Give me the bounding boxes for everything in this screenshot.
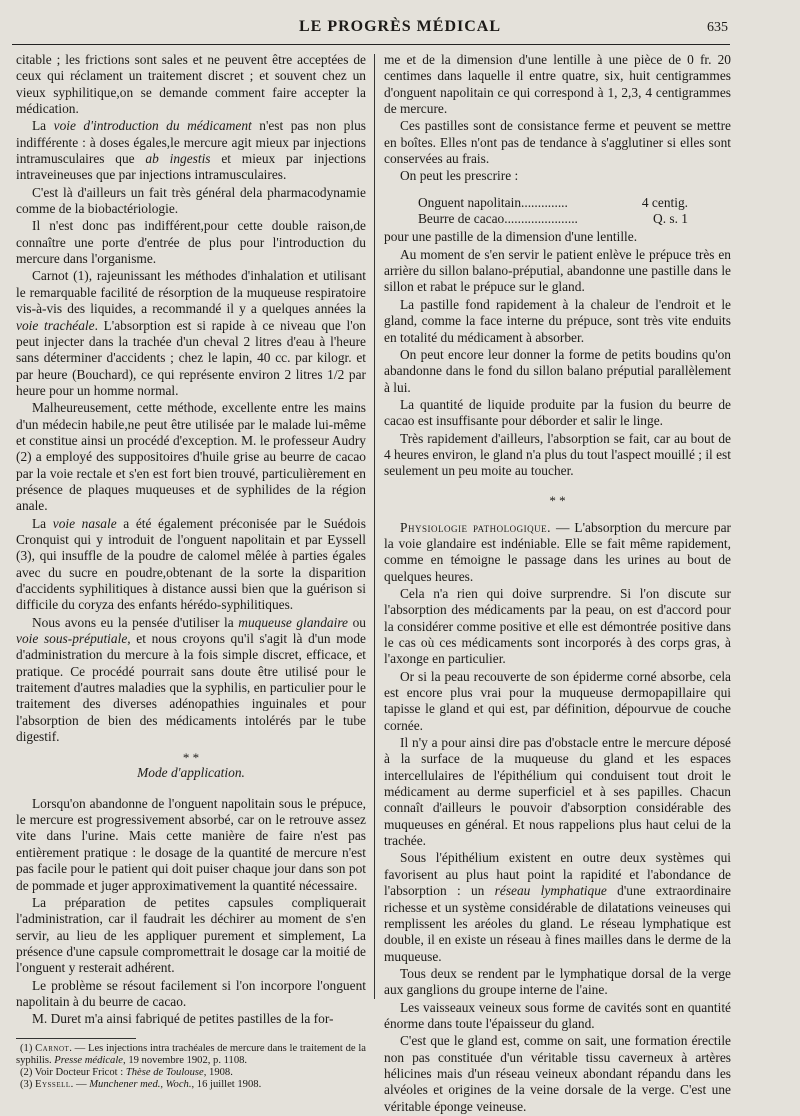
paragraph: Ces pastilles sont de consistance ferme et peuvent se mettre en boîtes. Elles n'ont pas de tendance à s'agglutiner si elles sont conservées au frais. (384, 118, 731, 167)
footnote: (1) Carnot. — Les injections intra trachéales de mercure dans le traitement de la syphilis. Presse médicale, 19 novembre 1902, p. 1108. (16, 1042, 366, 1066)
paragraph: On peut les prescrire : (400, 168, 519, 184)
section-heading: Physiologie pathologique. (400, 519, 551, 535)
paragraph: Physiologie pathologique. — L'absorption du mercure par la voie glandaire est indéniable. Elle se fait même rapidement, comme en témoigne le passage dans les urines au bout de quelques heures. (384, 519, 731, 584)
paragraph: La préparation de petites capsules compliquerait l'administration, car il faudrait les déchirer au moment de s'en servir, au lieu de les appliquer purement et simplement, La présence d'une capsule compromettrait le dosage car la moitié de l'onguent y resterait adhérent. (16, 894, 366, 976)
paragraph: On peut encore leur donner la forme de petits boudins qu'on abandonne dans le fond du sillon balano préputial parallèlement à lui. (384, 346, 731, 395)
paragraph: Or si la peau recouverte de son épiderme corné absorbe, cela est encore plus vrai pour la muqueuse dermopapillaire qui tapisse le gland et qui est, par définition, dépourvue de couche cornée. (384, 668, 731, 733)
paragraph: Très rapidement d'ailleurs, l'absorption se fait, car au bout de 4 heures environ, le gland n'a plus du tout l'aspect mouillé ; il est seulement un peu moite au toucher. (384, 430, 731, 479)
column-divider (374, 54, 375, 999)
paragraph: Il n'est donc pas indifférent,pour cette double raison,de connaître une porte d'entrée de plus pour l'introduction du mercure dans l'organisme. (16, 218, 366, 267)
left-column (16, 52, 366, 1091)
header-rule (12, 44, 730, 45)
paragraph: C'est là d'ailleurs un fait très général dela pharmacodynamie comme de la biobactériologie. (16, 184, 366, 217)
footnote: (3) Eyssell. — Munchener med., Woch., 16 juillet 1908. (20, 1078, 262, 1090)
paragraph: Au moment de s'en servir le patient enlève le prépuce très en arrière du sillon balano-préputial, abandonne une pastille dans le sillon et rabat le prépuce sur le gland. (384, 246, 731, 295)
right-column (384, 52, 731, 1116)
page-number: 635 (707, 20, 728, 35)
footnote: (2) Voir Docteur Fricot : Thèse de Toulouse, 1908. (20, 1066, 233, 1078)
paragraph: C'est que le gland est, comme on sait, une formation érectile non pas constituée d'un véritable tissu caverneux à artères hélicines mais d'un réseau veineux abondant répandu dans les alvéoles et origines de la veine dorsale de la verge. C'est une véritable éponge veineuse. (384, 1033, 731, 1114)
paragraph: La pastille fond rapidement à la chaleur de l'endroit et le gland, comme la face interne du prépuce, sont très vite enduits en totalité du médicament à absorber. (384, 296, 731, 345)
paragraph: Nous avons eu la pensée d'utiliser la muqueuse glandaire ou voie sous-préputiale, et nous croyons qu'il s'agit là d'un mode d'administration du mercure à la fois simple discret, efficace, et pratique. Ce procédé pourrait sans doute être utilisé pour le traitement d'autres maladies que la syphilis, en particulier pour le traitement des diverses adénopathies inguinales et pour l'absorption de bien des médicaments intolérés par le tube digestif. (16, 614, 366, 745)
paragraph: Il n'y a pour ainsi dire pas d'obstacle entre le mercure déposé à la surface de la muqueuse du gland et les espaces intercellulaires de l'épithélium qui conduisent tout droit le médicament au derme superficiel et à ses papilles. Chacun connaît d'ailleurs le pouvoir d'absorption considérable des muqueuses en général. Et nous rappelions plus haut celui de la trachée. (384, 735, 731, 849)
prescription-formula (418, 195, 731, 228)
paragraph: pour une pastille de la dimension d'une lentille. (384, 229, 638, 245)
paragraph: Carnot (1), rajeunissant les méthodes d'inhalation et utilisant le remarquable facilité de résorption de la muqueuse respiratoire vis-à-vis des liquides, a recommandé il y a quelques années la voie trachéale. L'absorption est si rapide à ce niveau que l'on peut injecter dans la trachée d'un cheval 2 litres d'eau à l'heure sans déterminer d'accidents ; chez le lapin, 40 cc. par kilogr. et par heure (Bouchard), ce qui représente environ 2 litres 1/2 par heure pour un homme normal. (16, 268, 367, 398)
paragraph: Lorsqu'on abandonne de l'onguent napolitain sous le prépuce, le mercure est progressivement absorbé, car on le retrouve assez vite dans l'urine. Mais cette manière de faire n'est pas entièrement pratique : le dosage de la quantité de mercure n'est pas facile pour le patient qui doit puiser chaque jour dans son pot de pommade et juger approximativement la quantité nécessaire. (16, 795, 366, 893)
paragraph: La quantité de liquide produite par la fusion du beurre de cacao est insuffisante pour déborder et salir le linge. (384, 396, 731, 429)
paragraph: Les vaisseaux veineux sous forme de cavités sont en quantité énorme dans toute l'épaisseur du gland. (384, 999, 731, 1031)
paragraph: citable ; les frictions sont sales et ne peuvent être acceptées de ceux qui réclament un traitement discret ; et souvent chez un vieux syphilitique,on se demande comment faire accepter la médication. (16, 52, 366, 117)
footnote-rule (16, 1038, 136, 1039)
paragraph: Sous l'épithélium existent en outre deux systèmes qui favorisent au plus haut point la rapidité et l'abondance de l'absorption : un réseau lymphatique d'une extraordinaire richesse et un système considérable de dilatations veineuses qui remplissent les aréoles du gland. Le réseau lymphatique est double, il en existe un réseau à fines mailles dans le derme de la muqueuse. (384, 850, 732, 964)
journal-title: LE PROGRÈS MÉDICAL (298, 18, 502, 35)
paragraph: Le problème se résout facilement si l'on incorpore l'onguent napolitain à du beurre de cacao. (16, 977, 366, 1009)
paragraph: La voie d'introduction du médicament n'est pas non plus indifférente : à doses égales,le mercure agit mieux par injections intramusculaires que ab ingestis et mieux par injections intraveineuses que par injections intramusculaires. (16, 118, 366, 183)
formula-line: Onguent napolitain.............. 4 centig. (418, 194, 688, 210)
paragraph: Tous deux se rendent par le lymphatique dorsal de la verge aux ganglions du groupe interne de l'aine. (384, 965, 731, 998)
paragraph: Cela n'a rien qui doive surprendre. Si l'on discute sur l'absorption des médicaments par la peau, on est d'accord pour la considérer comme positive et elle est démontrée positive dans le cas où ces médicaments sont incorporés à des corps gras, à l'axonge en particulier. (384, 585, 731, 667)
section-separator: * * (182, 750, 200, 766)
formula-line: Beurre de cacao...................... Q. s. 1 (418, 211, 688, 227)
paragraph: me et de la dimension d'une lentille à une pièce de 0 fr. 20 centimes dans laquelle il entre quatre, six, huit centigrammes d'onguent napolitain ce qui correspond à 1, 2,3, 4 centigrammes de mercure. (384, 52, 731, 117)
paragraph: M. Duret m'a ainsi fabriqué de petites pastilles de la for- (32, 1011, 334, 1027)
section-separator: * * (549, 492, 566, 508)
section-heading: Mode d'application. (137, 765, 245, 781)
paragraph: La voie nasale a été également préconisée par le Suédois Cronquist qui y introduit de l'onguent napolitain et par Eyssell (3), qui insuffle de la poudre de calomel mêlée à parties égales avec du sucre en poudre,obtenant de la sorte la disparition d'accidents syphilitiques à distance aussi bien que la guérison si difficile du coryza des enfants hérédo-syphilitiques. (16, 515, 366, 613)
page-header (0, 18, 800, 40)
paragraph: Malheureusement, cette méthode, excellente entre les mains d'un médecin habile,ne peut être utilisée par le malade lui-même et constitue ainsi un procédé d'exception. M. le professeur Audry (2) a employé des suppositoires d'huile grise au beurre de cacao par la voie rectale et s'en est fort bien trouvé, particulièrement en présence de plaques muqueuses et de syphilides de la région anale. (16, 400, 366, 514)
